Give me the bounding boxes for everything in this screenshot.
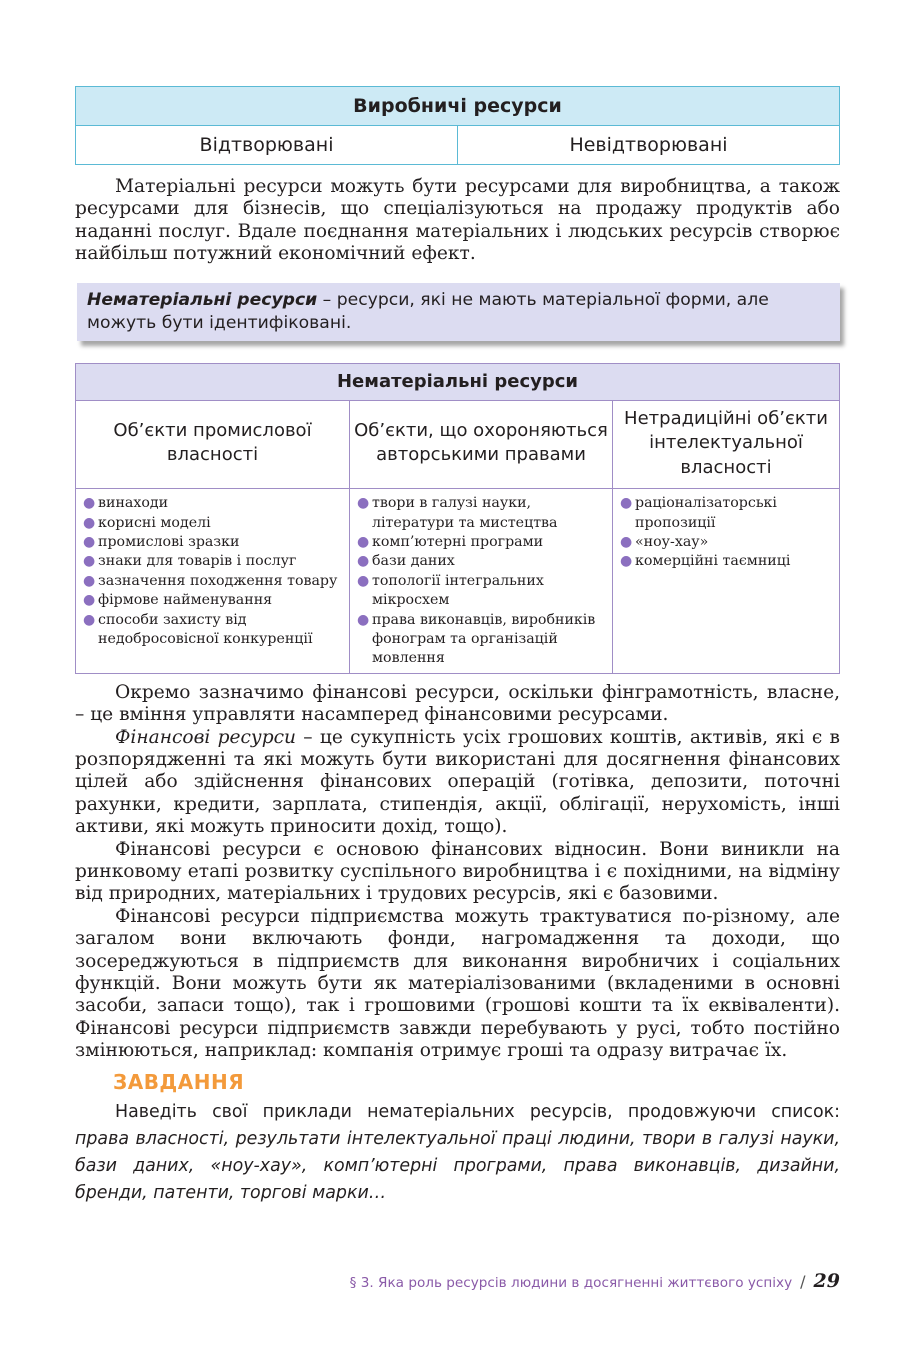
task-lead: Наведіть свої приклади нематеріальних ресурсів, продовжуючи список: — [115, 1101, 840, 1122]
list-item: ● комп’ютерні програми — [356, 533, 608, 552]
production-table-header: Виробничі ресурси — [76, 87, 840, 126]
column-title-text: Нетрадиційні об’єкти інтелектуальної власності — [624, 407, 828, 478]
page-content — [75, 86, 840, 1224]
bullet-icon: ● — [83, 514, 96, 531]
column-title-copyright — [350, 400, 613, 489]
task-text — [75, 1099, 840, 1207]
column-title-text: Об’єкти промислової власності — [113, 419, 312, 466]
list-item: ● комерційні таємниці — [619, 552, 835, 571]
task-heading: ЗАВДАННЯ — [113, 1069, 245, 1094]
bullet-icon: ● — [83, 495, 96, 512]
bullet-icon: ● — [83, 592, 96, 609]
paragraph-financial-relations: Фінансові ресурси є основою фінансових відносин. Вони виникли на ринковому етапі розвитку суспільного виробництва і є похідними, на відміну від природних, матеріальних і трудових ресурсів, які є базовими. — [75, 838, 840, 905]
task-examples: права власності, результати інтелектуальної праці людини, твори в галузі науки, бази даних, «ноу-хау», комп’ютерні програми, права виконавців, дизайни, бренди, патенти, торгові марки… — [75, 1128, 840, 1203]
bullet-list — [613, 489, 839, 576]
page-footer — [350, 1270, 840, 1292]
financial-term: Фінансові ресурси — [115, 726, 297, 748]
bullet-list — [76, 489, 349, 653]
bullet-icon: ● — [83, 533, 96, 550]
bullet-icon: ● — [357, 553, 370, 570]
page-number: 29 — [813, 1270, 840, 1292]
nonrenewable-cell: Невідтворювані — [458, 126, 840, 165]
bullet-icon: ● — [83, 611, 96, 628]
list-item: ● бази даних — [356, 552, 608, 571]
bullet-icon: ● — [357, 495, 370, 512]
list-item: ● раціоналізаторські пропозиції — [620, 495, 777, 531]
intangible-resources-table — [75, 363, 840, 674]
bullet-icon: ● — [357, 533, 370, 550]
paragraph-enterprise-finance: Фінансові ресурси підприємства можуть трактуватися по-різному, але загалом вони включають фонди, нагромадження та доходи, що зосереджуються в підприємств для виконання виробничих і соціальних функцій. Вони можуть бути як матеріалізованими (вкладеними в основні засоби, запаси тощо), так і грошовими (грошові кошти та їх еквіваленти). Фінансові ресурси підприємств завжди перебувають у русі, тобто постійно змінюються, наприклад: компанія отримує гроші та одразу витрачає їх. — [75, 905, 840, 1062]
column-title-nontraditional — [613, 400, 840, 489]
bullet-icon: ● — [357, 572, 370, 589]
paragraph-financial-intro: Окремо зазначимо фінансові ресурси, оскільки фінграмотність, власне, – це вміння управляти насамперед фінансовими ресурсами. — [75, 681, 840, 726]
paragraph-financial-definition — [75, 727, 840, 839]
intangible-table-header: Нематеріальні ресурси — [76, 363, 840, 400]
column-list-industrial — [76, 489, 350, 674]
footer-section-title: § 3. Яка роль ресурсів людини в досягненні життєвого успіху — [349, 1275, 793, 1291]
list-item: ● твори в галузі науки, літератури та мистецтва — [357, 495, 558, 531]
bullet-icon: ● — [83, 553, 96, 570]
production-resources-table — [75, 86, 840, 165]
list-item: ● винаходи — [82, 494, 345, 513]
bullet-icon: ● — [83, 572, 96, 589]
column-title-text: Об’єкти, що охороняються авторськими правами — [354, 419, 608, 466]
column-list-nontraditional — [613, 489, 840, 674]
renewable-cell: Відтворювані — [76, 126, 458, 165]
definition-callout — [77, 283, 840, 341]
column-title-industrial — [76, 400, 350, 489]
list-item: ● фірмове найменування — [82, 591, 345, 610]
bullet-icon: ● — [357, 611, 370, 628]
list-item: ● промислові зразки — [82, 533, 345, 552]
list-item: ● зазначення походження товару — [82, 572, 345, 591]
bullet-list — [350, 489, 612, 673]
bullet-icon: ● — [620, 533, 633, 550]
footer-separator: / — [800, 1272, 806, 1291]
paragraph-material-resources: Матеріальні ресурси можуть бути ресурсами для виробництва, а також ресурсами для бізнесів, що спеціалізуються на продажу продуктів або наданні послуг. Вдале поєднання матеріальних і людських ресурсів створює найбільш потужний економічний ефект. — [75, 176, 840, 265]
list-item: ● знаки для товарів і послуг — [82, 552, 345, 571]
list-item: ● способи захисту від недобросовісної конкуренції — [83, 611, 313, 647]
list-item: ● корисні моделі — [82, 514, 345, 533]
column-list-copyright — [350, 489, 613, 674]
definition-term: Нематеріальні ресурси — [87, 289, 318, 310]
list-item: ● топології інтегральних мікросхем — [357, 572, 544, 609]
bullet-icon: ● — [620, 495, 633, 512]
financial-definition-text: – це сукупність усіх грошових коштів, активів, які є в розпорядженні та які можуть бути використані для досягнення фінансових цілей або здійснення фінансових операцій (готівка, депозити, поточні рахунки, кредити, зарплата, стипендія, акції, облігації, нерухомість, інші активи, які можуть приносити дохід, тощо). — [75, 726, 840, 838]
list-item: ● права виконавців, виробників фонограм та організацій мовлення — [357, 611, 596, 667]
bullet-icon: ● — [620, 553, 633, 570]
definition-text: – ресурси, які не мають матеріальної форми, але можуть бути ідентифіковані. — [87, 289, 769, 333]
list-item: ● «ноу-хау» — [619, 533, 835, 552]
